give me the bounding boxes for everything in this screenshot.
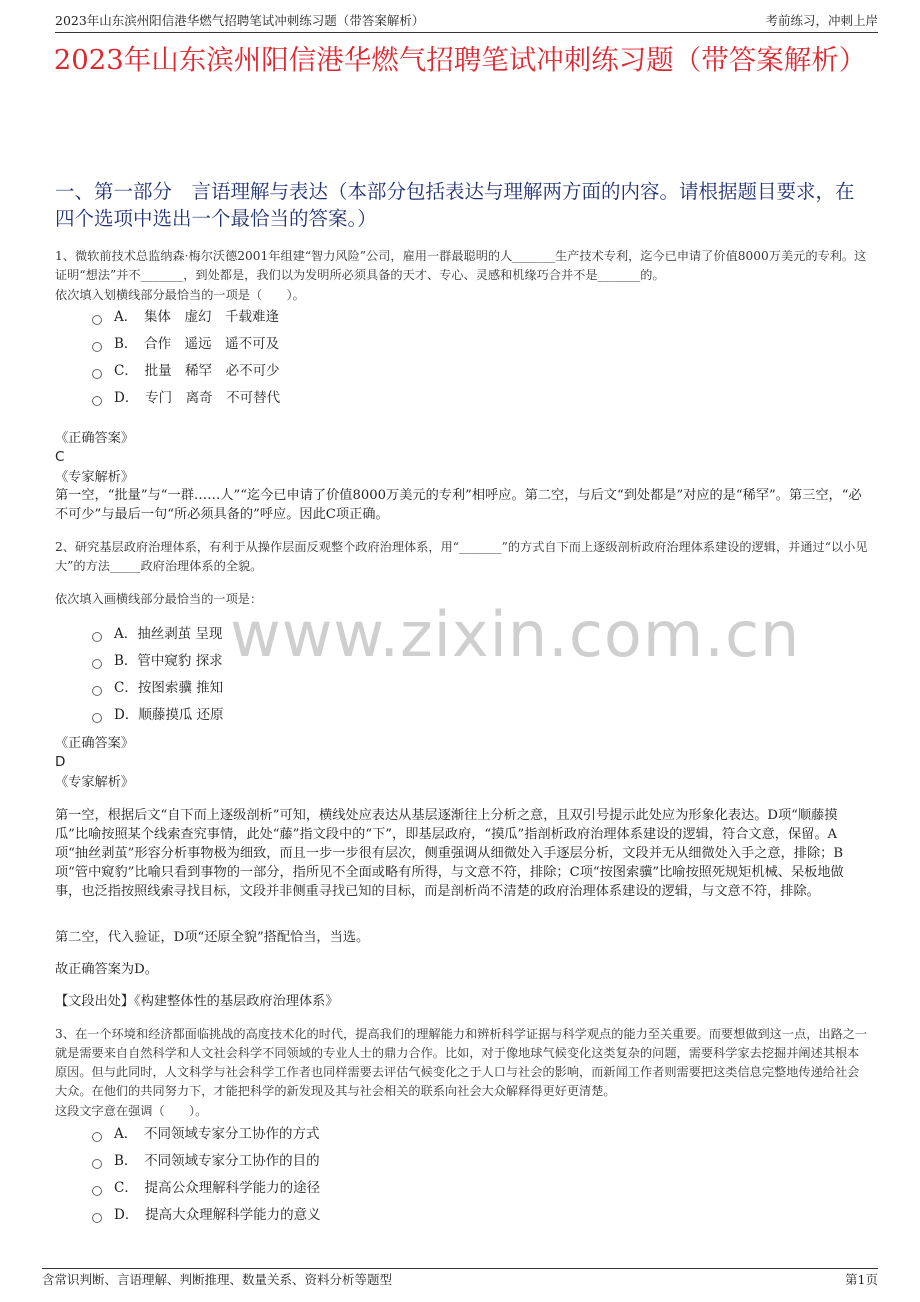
page-title: 2023年山东滨州阳信港华燃气招聘笔试冲刺练习题（带答案解析） [53,44,867,76]
question-2-prompt: 依次填入画横线部分最恰当的一项是： [55,592,263,606]
radio-icon[interactable] [92,713,102,723]
question-2-analysis-2: 第二空，代入验证，D项“还原全貌”搭配恰当，当选。 [55,930,370,945]
section-heading: 一、第一部分 言语理解与表达（本部分包括表达与理解两方面的内容。请根据题目要求，在四个选项中选出一个最恰当的答案。） [55,180,855,230]
question-3-stem: 3、在一个环境和经济都面临挑战的高度技术化的时代，提高我们的理解能力和辨析科学证据与科学观点的能力至关重要。而要想做到这一点，出路之一就是需要来自自然科学和人文社会科学不同领域的专业人士的鼎力合作。比如，对于像地球气候变化这类复杂的问题，需要科学家去挖掘并阐述其根本原因。但与此同时，人文科学与社会科学工作者也同样需要去评估气候变化之于人口与社会的影响，而新闻工作者则需要把这类信息完整地传递给社会大众。在他们的共同努力下，才能把科学的新发现及其与社会相关的联系向社会大众解释得更好更清楚。 [55,1027,868,1098]
question-2-analysis-3: 故正确答案为D。 [55,962,158,977]
question-1-option-d[interactable] [92,387,280,409]
radio-icon[interactable] [92,1159,102,1169]
question-1-answer-label: 《正确答案》 [55,431,135,446]
question-1-analysis: 第一空，“批量”与“一群……人”“迄今已申请了价值8000万美元的专利”相呼应。第二空，与后文“到处都是”对应的是“稀罕”。第三空，“必不可少”与最后一句“所必须具备的”呼应。因此C项正确。 [55,488,862,522]
watermark: www.zixin.com.cn [230,598,801,671]
radio-icon[interactable] [92,632,102,642]
question-3-option-b[interactable] [92,1150,320,1172]
option-label: C． 提高公众理解科学能力的途径 [114,1180,321,1196]
page-footer [42,1268,878,1291]
option-label: D． 专门 离奇 不可替代 [114,390,281,406]
radio-icon[interactable] [92,1186,102,1196]
option-label: D．顺藤摸瓜 还原 [114,707,224,723]
radio-icon[interactable] [92,686,102,696]
question-2-option-d[interactable] [92,704,224,726]
question-3-option-c[interactable] [92,1177,320,1199]
radio-icon[interactable] [92,1132,102,1142]
question-1-answer: C [55,449,65,465]
question-1-stem: 1、微软前技术总监纳森·梅尔沃德2001年组建“智力风险”公司，雇用一群最聪明的人_______生产技术专利，迄今已申请了价值8000万美元的专利。这证明“想法”并不_______，到处都是，我们以为发明所必须具备的天才、专心、灵感和机缘巧合并不是_______的。 [55,249,867,282]
question-1-option-b[interactable] [92,333,279,355]
question-1-prompt: 依次填入划横线部分最恰当的一项是（ ）。 [55,288,305,302]
option-label: A．抽丝剥茧 呈现 [114,626,223,642]
question-2-option-a[interactable] [92,623,223,645]
question-2-option-c[interactable] [92,677,223,699]
question-2-answer-label: 《正确答案》 [55,736,135,751]
radio-icon[interactable] [92,342,102,352]
question-1-option-a[interactable] [92,306,279,328]
header-slogan: 考前练习，冲刺上岸 [765,13,878,28]
radio-icon[interactable] [92,659,102,669]
header-doc-title: 2023年山东滨州阳信港华燃气招聘笔试冲刺练习题（带答案解析） [55,13,425,28]
question-3-prompt: 这段文字意在强调（ ）。 [55,1104,208,1118]
option-label: B． 合作 遥远 遥不可及 [114,336,280,352]
question-1-option-c[interactable] [92,360,280,382]
option-label: A． 不同领域专家分工协作的方式 [114,1126,320,1142]
option-label: C． 批量 稀罕 必不可少 [114,363,280,379]
radio-icon[interactable] [92,369,102,379]
question-3-option-a[interactable] [92,1123,320,1145]
page-number: 第1页 [845,1272,878,1287]
option-label: D． 提高大众理解科学能力的意义 [114,1207,321,1223]
footer-description: 含常识判断、言语理解、判断推理、数量关系、资料分析等题型 [42,1272,393,1287]
option-label: A． 集体 虚幻 千载难逢 [114,309,279,325]
question-2-answer: D [55,754,66,770]
question-2-analysis-label: 《专家解析》 [55,775,135,790]
option-label: B． 不同领域专家分工协作的目的 [114,1153,320,1169]
page-header [55,12,878,33]
radio-icon[interactable] [92,1213,102,1223]
question-1-analysis-label: 《专家解析》 [55,470,135,485]
question-3-option-d[interactable] [92,1204,321,1226]
option-label: B．管中窥豹 探求 [114,653,223,669]
question-2-option-b[interactable] [92,650,223,672]
radio-icon[interactable] [92,315,102,325]
question-2-analysis-1: 第一空，根据后文“自下而上逐级剖析”可知，横线处应表达从基层逐渐往上分析之意，且双引号提示此处应为形象化表达。D项“顺藤摸瓜”比喻按照某个线索查究事情，此处“藤”指文段中的“下”，即基层政府，“摸瓜”指剖析政府治理体系建设的逻辑，符合文意，保留。A项“抽丝剥茧”形容分析事物极为细致，而且一步一步很有层次，侧重强调从细微处入手逐层分析，文段并无从细微处入手之意，排除；B项“管中窥豹”比喻只看到事物的一部分，指所见不全面或略有所得，与文意不符，排除；C项“按图索骥”比喻按照死规矩机械、呆板地做事，也泛指按照线索寻找目标，文段并非侧重寻找已知的目标，而是剖析尚不清楚的政府治理体系建设的逻辑，与文意不符，排除。 [55,808,844,899]
question-2-source: 【文段出处】《构建整体性的基层政府治理体系》 [55,994,339,1009]
option-label: C．按图索骥 推知 [114,680,224,696]
radio-icon[interactable] [92,396,102,406]
question-2-stem: 2、研究基层政府治理体系，有利于从操作层面反观整个政府治理体系，用“_______”的方式自下而上逐级剖析政府治理体系建设的逻辑，并通过“以小见大”的方法_____政府治理体系的全貌。 [55,540,868,573]
